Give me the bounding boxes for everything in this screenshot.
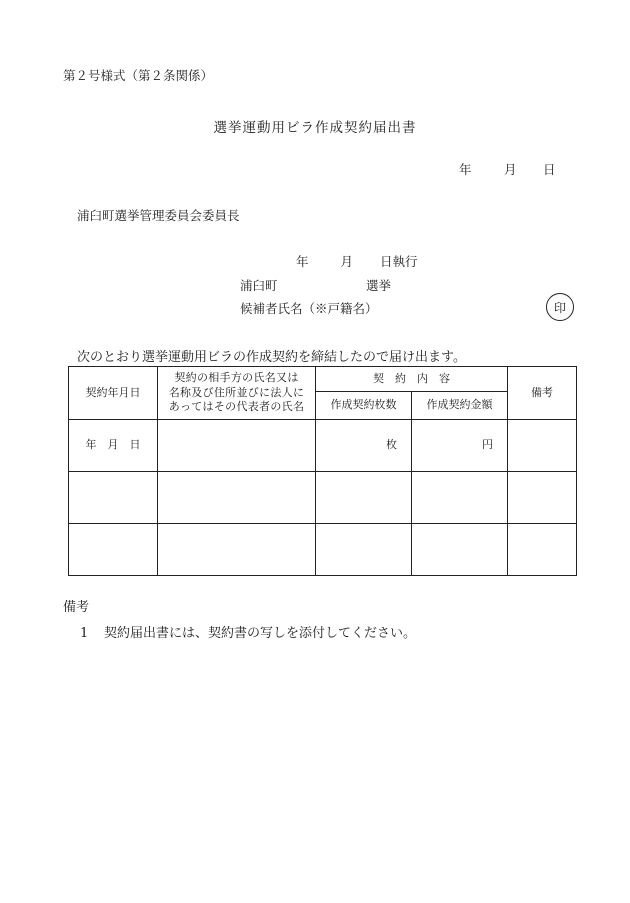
header-contract-date: 契約年月日: [69, 367, 158, 420]
remarks-item-text: 契約届出書には、契約書の写しを添付してください。: [104, 626, 417, 641]
cell-sheet-count: 枚: [316, 420, 412, 472]
header-amount: 作成契約金額: [412, 392, 508, 420]
cell-counterparty: [158, 524, 316, 576]
table-header-row: [69, 367, 577, 392]
header-counterparty-line: あってはその代表者の氏名: [168, 400, 305, 414]
remarks-item-number: 1: [80, 626, 89, 641]
remarks-heading: 備考: [63, 600, 90, 615]
cell-amount: 円: [412, 420, 508, 472]
header-sheet-count: 作成契約枚数: [316, 392, 412, 420]
cell-sheet-count: [316, 472, 412, 524]
intro-text: 次のとおり選挙運動用ビラの作成契約を締結したので届け出ます。: [77, 350, 466, 365]
cell-remarks: [508, 524, 577, 576]
cell-sheet-count: [316, 524, 412, 576]
form-number: 第２号様式（第２条関係）: [63, 68, 214, 83]
header-counterparty-line: 契約の相手方の氏名又は: [174, 370, 299, 384]
header-counterparty-line: 名称及び住所並びに法人に: [168, 385, 305, 399]
document-title: 選挙運動用ビラ作成契約届出書: [213, 120, 417, 136]
cell-remarks: [508, 472, 577, 524]
header-counterparty: [158, 367, 316, 420]
execution-month-label: 月: [340, 254, 354, 269]
execution-year-label: 年: [296, 254, 309, 269]
execution-day-label: 日執行: [380, 254, 418, 269]
date-year-label: 年: [459, 162, 472, 177]
cell-remarks: [508, 420, 577, 472]
addressee: 浦臼町選挙管理委員会委員長: [77, 208, 240, 223]
town-name: 浦臼町: [240, 278, 278, 293]
cell-amount: [412, 524, 508, 576]
execution-date: [296, 252, 418, 270]
table-row: [69, 420, 577, 472]
seal-mark: 印: [546, 293, 574, 321]
cell-counterparty: [158, 472, 316, 524]
header-contract-content: 契 約 内 容: [316, 367, 508, 392]
contract-table: [68, 366, 577, 576]
cell-contract-date: [69, 472, 158, 524]
date-day-label: 日: [543, 162, 556, 177]
table-row: [69, 472, 577, 524]
table-row: [69, 524, 577, 576]
remarks-item: [80, 622, 416, 641]
cell-counterparty: [158, 420, 316, 472]
election-label: 選挙: [366, 278, 392, 293]
header-remarks: 備考: [508, 367, 577, 420]
candidate-name-label: 候補者氏名（※戸籍名）: [240, 301, 378, 316]
cell-amount: [412, 472, 508, 524]
cell-contract-date: [69, 524, 158, 576]
date-month-label: 月: [504, 162, 517, 177]
cell-contract-date: 年 月 日: [69, 420, 158, 472]
